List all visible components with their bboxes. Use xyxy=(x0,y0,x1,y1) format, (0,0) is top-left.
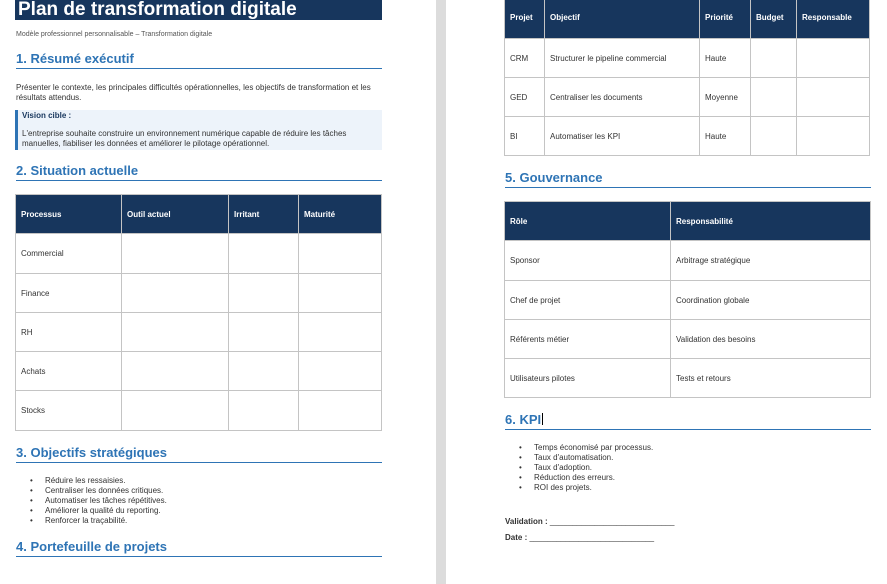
table-row xyxy=(505,241,871,281)
table-cell[interactable] xyxy=(229,352,299,391)
table-cell[interactable]: Automatiser les KPI xyxy=(545,117,700,156)
kpi-list xyxy=(505,443,653,493)
table-cell[interactable]: Achats xyxy=(16,352,122,391)
table-cell[interactable] xyxy=(797,78,870,117)
document-page-left[interactable] xyxy=(0,0,436,584)
table-cell[interactable] xyxy=(299,274,382,313)
table-row xyxy=(16,352,382,391)
situation-table xyxy=(15,194,382,431)
list-item: • Améliorer la qualité du reporting. xyxy=(16,506,167,516)
validation-label: Validation : xyxy=(505,517,548,526)
table-cell[interactable]: Structurer le pipeline commercial xyxy=(545,39,700,78)
table-cell[interactable] xyxy=(122,234,229,274)
date-line[interactable] xyxy=(505,533,654,542)
column-header: Irritant xyxy=(229,195,299,234)
table-cell[interactable]: Haute xyxy=(700,39,751,78)
column-header: Outil actuel xyxy=(122,195,229,234)
table-row xyxy=(16,313,382,352)
column-header: Responsable xyxy=(797,0,870,39)
section-heading-resume: 1. Résumé exécutif xyxy=(16,52,382,69)
table-cell[interactable] xyxy=(299,234,382,274)
document-page-right[interactable] xyxy=(446,0,887,584)
date-label: Date : xyxy=(505,533,528,542)
section-heading-objectifs: 3. Objectifs stratégiques xyxy=(16,446,382,463)
table-cell[interactable] xyxy=(122,391,229,431)
list-item: • Automatiser les tâches répétitives. xyxy=(16,496,167,506)
table-row xyxy=(505,117,870,156)
table-cell[interactable] xyxy=(299,391,382,431)
table-cell[interactable] xyxy=(751,39,797,78)
document-title: Plan de transformation digitale xyxy=(15,0,382,20)
table-cell[interactable]: Tests et retours xyxy=(671,359,871,398)
table-cell[interactable] xyxy=(751,117,797,156)
list-item: • ROI des projets. xyxy=(505,483,653,493)
date-blank: ____________________________ xyxy=(529,533,655,542)
table-row xyxy=(505,320,871,359)
table-cell[interactable]: CRM xyxy=(505,39,545,78)
table-cell[interactable]: Référents métier xyxy=(505,320,671,359)
gouvernance-table xyxy=(504,201,871,398)
table-cell[interactable]: Moyenne xyxy=(700,78,751,117)
list-item: • Renforcer la traçabilité. xyxy=(16,516,167,526)
text-cursor xyxy=(542,413,543,425)
list-item: • Taux d'automatisation. xyxy=(505,453,653,463)
section-heading-kpi[interactable] xyxy=(505,413,871,430)
vision-callout-text: L'entreprise souhaite construire un environnement numérique capable de réduire les tâches manuelles, fiabiliser les données et améliorer le pilotage opérationnel. xyxy=(22,129,347,148)
table-cell[interactable] xyxy=(229,274,299,313)
table-cell[interactable] xyxy=(751,78,797,117)
column-header: Maturité xyxy=(299,195,382,234)
table-cell[interactable] xyxy=(122,313,229,352)
vision-callout-label: Vision cible : xyxy=(22,111,72,120)
list-item: • Temps économisé par processus. xyxy=(505,443,653,453)
table-cell[interactable]: Chef de projet xyxy=(505,281,671,320)
table-cell[interactable] xyxy=(797,117,870,156)
portefeuille-table xyxy=(504,0,870,156)
table-row xyxy=(16,274,382,313)
table-cell[interactable] xyxy=(299,313,382,352)
list-item: • Réduire les ressaisies. xyxy=(16,476,167,486)
table-cell[interactable]: BI xyxy=(505,117,545,156)
column-header: Responsabilité xyxy=(671,202,871,241)
table-cell[interactable]: Centraliser les documents xyxy=(545,78,700,117)
table-cell[interactable] xyxy=(299,352,382,391)
table-row xyxy=(16,234,382,274)
column-header: Projet xyxy=(505,0,545,39)
validation-line[interactable] xyxy=(505,517,674,526)
table-cell[interactable] xyxy=(797,39,870,78)
table-header-row xyxy=(505,0,870,39)
table-cell[interactable]: GED xyxy=(505,78,545,117)
list-item: • Centraliser les données critiques. xyxy=(16,486,167,496)
resume-paragraph: Présenter le contexte, les principales difficultés opérationnelles, les objectifs de transformation et les résultats attendus. xyxy=(16,83,371,102)
table-cell[interactable]: Validation des besoins xyxy=(671,320,871,359)
table-row xyxy=(16,391,382,431)
vision-callout xyxy=(15,110,382,150)
table-cell[interactable] xyxy=(229,391,299,431)
table-cell[interactable] xyxy=(229,313,299,352)
table-row xyxy=(505,359,871,398)
list-item: • Taux d'adoption. xyxy=(505,463,653,473)
section-heading-portefeuille: 4. Portefeuille de projets xyxy=(16,540,382,557)
column-header: Priorité xyxy=(700,0,751,39)
table-cell[interactable]: Coordination globale xyxy=(671,281,871,320)
table-cell[interactable] xyxy=(229,234,299,274)
list-item: • Réduction des erreurs. xyxy=(505,473,653,483)
table-cell[interactable]: Sponsor xyxy=(505,241,671,281)
document-subtitle: Modèle professionnel personnalisable – Transformation digitale xyxy=(16,31,213,38)
table-cell[interactable]: Stocks xyxy=(16,391,122,431)
section-heading-gouvernance: 5. Gouvernance xyxy=(505,171,871,188)
table-row xyxy=(505,281,871,320)
table-cell[interactable]: Utilisateurs pilotes xyxy=(505,359,671,398)
table-cell[interactable] xyxy=(122,352,229,391)
table-header-row xyxy=(505,202,871,241)
table-header-row xyxy=(16,195,382,234)
table-cell[interactable]: Arbitrage stratégique xyxy=(671,241,871,281)
table-row xyxy=(505,78,870,117)
objectifs-list xyxy=(16,476,167,526)
table-cell[interactable]: Commercial xyxy=(16,234,122,274)
column-header: Budget xyxy=(751,0,797,39)
table-cell[interactable]: Finance xyxy=(16,274,122,313)
section-heading-situation: 2. Situation actuelle xyxy=(16,164,382,181)
column-header: Rôle xyxy=(505,202,671,241)
column-header: Objectif xyxy=(545,0,700,39)
validation-blank: ____________________________ xyxy=(549,517,675,526)
table-row xyxy=(505,39,870,78)
table-cell[interactable]: RH xyxy=(16,313,122,352)
table-cell[interactable]: Haute xyxy=(700,117,751,156)
column-header: Processus xyxy=(16,195,122,234)
kpi-heading-text: 6. KPI xyxy=(505,412,542,427)
table-cell[interactable] xyxy=(122,274,229,313)
